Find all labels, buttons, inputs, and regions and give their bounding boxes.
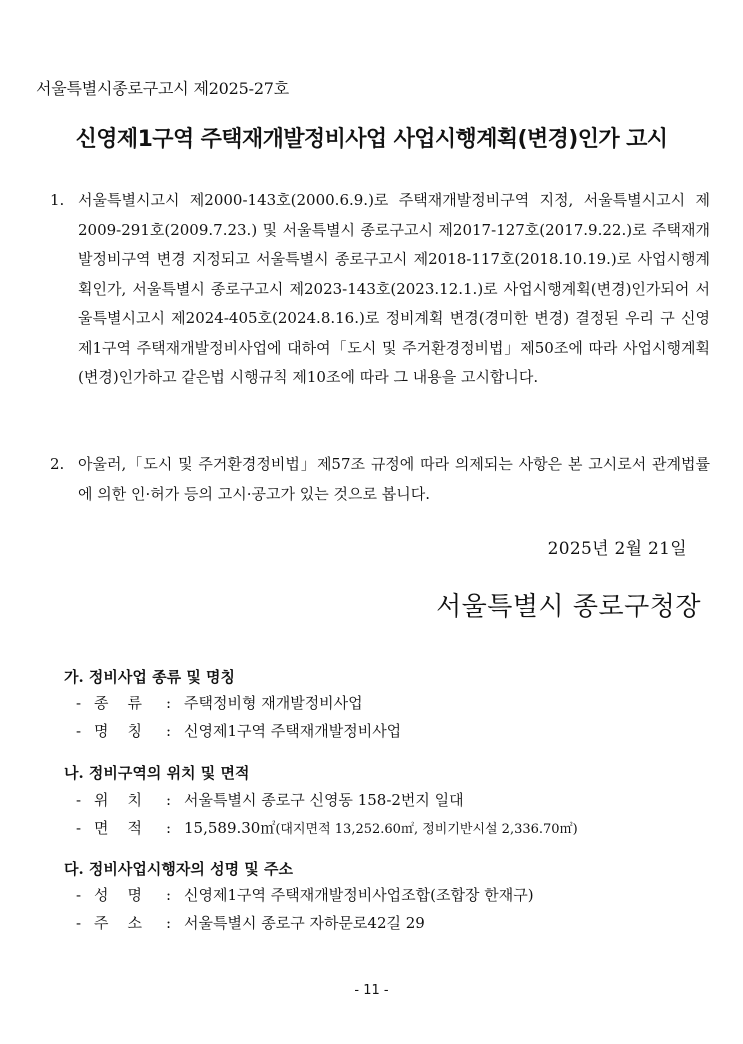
row-dash: -: [76, 722, 82, 740]
detail-row-area: [76, 817, 578, 838]
row-colon: :: [166, 886, 172, 904]
row-label: 성 명: [94, 886, 143, 904]
paragraph-1: [50, 186, 710, 393]
detail-row-operator-name: [76, 884, 534, 905]
row-colon: :: [166, 722, 172, 740]
row-label: 면 적: [94, 819, 143, 837]
row-value: 15,589.30㎡: [184, 819, 276, 837]
page-number: - 11 -: [354, 983, 389, 998]
row-colon: :: [166, 791, 172, 809]
section-title-project-type: 가. 정비사업 종류 및 명칭: [64, 668, 236, 686]
page-title: 신영제1구역 주택재개발정비사업 사업시행계획(변경)인가 고시: [75, 127, 668, 152]
issuer-name: 서울특별시 종로구청장: [436, 592, 701, 622]
paragraph-number: 2.: [50, 455, 65, 473]
row-value: 신영제1구역 주택재개발정비사업: [184, 722, 402, 740]
paragraph-text: 서울특별시고시 제2000-143호(2000.6.9.)로 주택재개발정비구역 지정, 서울특별시고시 제2009-291호(2009.7.23.) 및 서울특별시 종로구고시 제2017-127호(2017.9.22.)로 주택재개발정비구역 변경 지정되고 서울특별시 종로구고시 제2018-117호(2018.10.19.)로 사업시행계획인가, 서울특별시 종로구고시 제2023-143호(2023.12.1.)로 사업시행계획(변경)인가되어 서울특별시고시 제2024-405호(2024.8.16.)로 정비계획 변경(경미한 변경) 결정된 우리 구 신영제1구역 주택재개발정비사업에 대하여「도시 및 주거환경정비법」제50조에 따라 사업시행계획(변경)인가하고 같은법 시행규칙 제10조에 따라 그 내용을 고시합니다.: [78, 191, 710, 386]
row-label: 주 소: [94, 914, 143, 932]
row-value: 주택정비형 재개발정비사업: [184, 694, 363, 712]
notice-number: 서울특별시종로구고시 제2025-27호: [36, 79, 290, 98]
section-title-area-location: 나. 정비구역의 위치 및 면적: [64, 764, 250, 782]
paragraph-number: 1.: [50, 191, 65, 209]
paragraph-text: 아울러,「도시 및 주거환경정비법」제57조 규정에 따라 의제되는 사항은 본 고시로서 관계법률에 의한 인·허가 등의 고시·공고가 있는 것으로 봅니다.: [78, 455, 710, 503]
row-note: (대지면적 13,252.60㎡, 정비기반시설 2,336.70㎡): [275, 822, 578, 837]
row-label: 명 칭: [94, 722, 143, 740]
section-title-operator: 다. 정비사업시행자의 성명 및 주소: [64, 860, 293, 878]
row-colon: :: [166, 914, 172, 932]
notice-date: 2025년 2월 21일: [547, 539, 687, 559]
row-dash: -: [76, 819, 82, 837]
row-value: 서울특별시 종로구 자하문로42길 29: [184, 914, 425, 932]
row-dash: -: [76, 914, 82, 932]
row-label: 위 치: [94, 791, 143, 809]
row-dash: -: [76, 694, 82, 712]
row-colon: :: [166, 819, 172, 837]
detail-row-type: [76, 692, 363, 713]
row-value: 신영제1구역 주택재개발정비사업조합(조합장 한재구): [184, 886, 534, 904]
detail-row-location: [76, 789, 464, 810]
paragraph-2: [50, 450, 710, 509]
row-dash: -: [76, 886, 82, 904]
detail-row-name: [76, 720, 401, 741]
row-dash: -: [76, 791, 82, 809]
row-colon: :: [166, 694, 172, 712]
detail-row-operator-address: [76, 912, 425, 933]
row-label: 종 류: [94, 694, 143, 712]
row-value: 서울특별시 종로구 신영동 158-2번지 일대: [184, 791, 464, 809]
